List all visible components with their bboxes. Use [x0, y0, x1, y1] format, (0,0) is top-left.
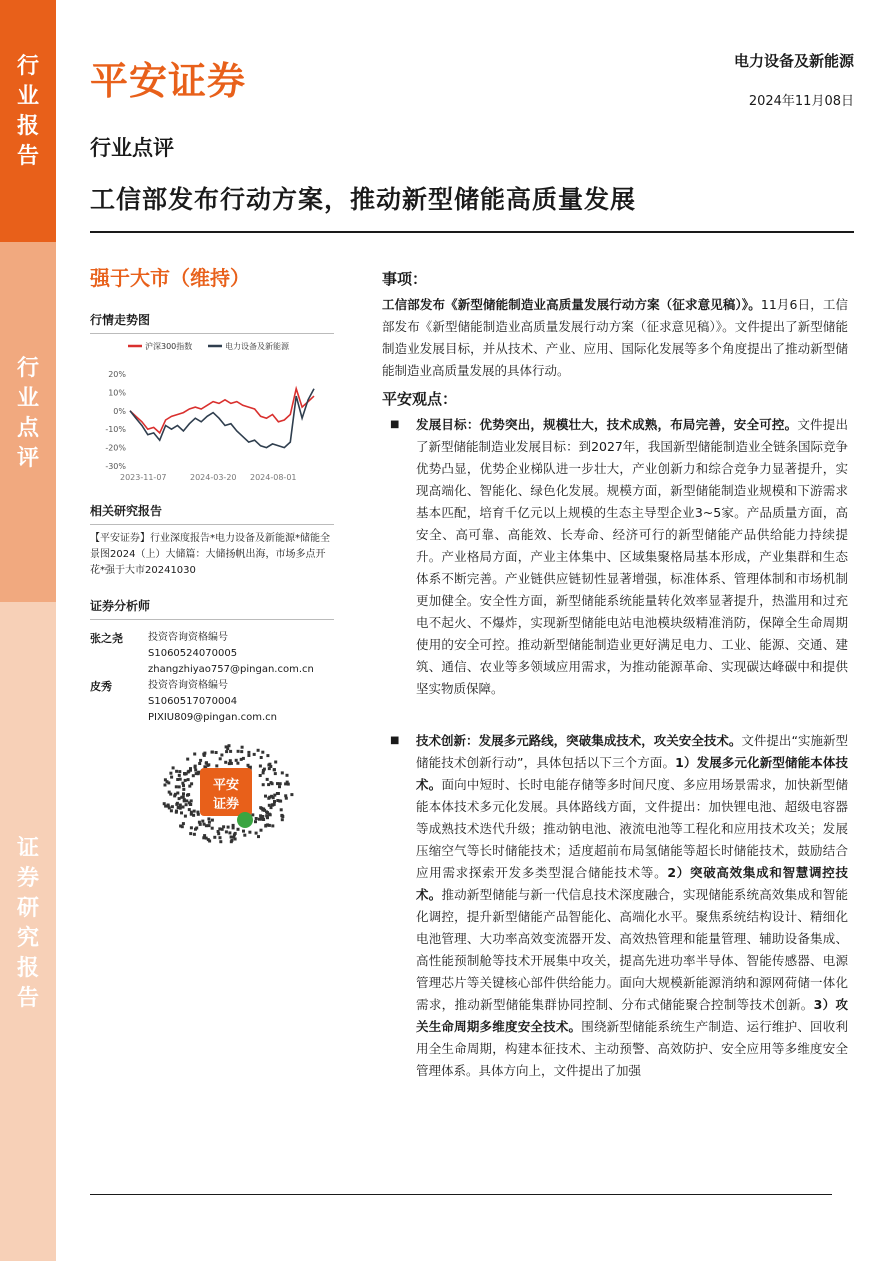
- qr-dot: [219, 836, 222, 839]
- qr-dot: [170, 809, 173, 812]
- report-type: 行业点评: [90, 136, 174, 160]
- qr-dot: [192, 814, 195, 817]
- qr-dot: [276, 792, 279, 795]
- qr-code[interactable]: [160, 738, 320, 848]
- qr-dot: [182, 784, 185, 787]
- qr-dot: [203, 823, 206, 826]
- qr-dot: [266, 754, 269, 757]
- right-column: [382, 268, 848, 1082]
- qr-dot: [182, 822, 185, 825]
- qr-dot: [197, 813, 200, 816]
- sidebar-industry-review: [0, 242, 56, 602]
- qr-dot: [271, 824, 274, 827]
- qr-dot: [230, 836, 233, 839]
- sidebar-label-3: 证券研究报告: [16, 836, 39, 1011]
- qr-dot: [284, 782, 287, 785]
- qr-dot: [182, 806, 185, 809]
- related-report[interactable]: 【平安证券】行业深度报告*电力设备及新能源*储能全景图2024（上）大储篇：大储扬帆出海，市场多点开花*强于大市20241030: [90, 533, 330, 576]
- qr-dot: [183, 772, 186, 775]
- qr-dot: [241, 746, 244, 749]
- qr-dot: [280, 808, 283, 811]
- trend-chart: [90, 336, 334, 492]
- event-text: 11月6日，工信部发布《新型储能制造业高质量发展行动方案（征求意见稿）》。文件提出了新型储能制造业发展目标，并从技术、产业、应用、国际化发展等多个角度提出了推动新型储能制造业高质量发展的具体行动。: [382, 297, 848, 378]
- qr-dot: [184, 815, 187, 818]
- y-tick-label: 20%: [108, 370, 126, 379]
- qr-dot: [278, 785, 281, 788]
- qr-dot: [240, 758, 243, 761]
- qr-dot: [255, 832, 258, 835]
- analyst-2: [90, 678, 334, 726]
- qr-dot: [207, 817, 210, 820]
- qr-dot: [267, 764, 270, 767]
- sidebar: [0, 0, 56, 1261]
- qr-dot: [178, 785, 181, 788]
- svg-text:平安: 平安: [212, 778, 240, 793]
- qr-dot: [163, 802, 166, 805]
- qr-dot: [177, 806, 180, 809]
- qr-dot: [201, 820, 204, 823]
- qr-dot: [175, 770, 178, 773]
- event-heading: 事项：: [382, 270, 428, 288]
- qr-dot: [168, 806, 171, 809]
- trend-heading: 行情走势图: [90, 311, 334, 334]
- analyst-name: 皮秀: [90, 680, 112, 693]
- qr-dot: [229, 750, 232, 753]
- header-divider: [90, 231, 854, 233]
- qr-dot: [285, 797, 288, 800]
- series-line: [130, 389, 314, 433]
- qr-dot: [190, 826, 193, 829]
- qr-dot: [243, 834, 246, 837]
- qr-dot: [227, 826, 230, 829]
- qr-dot: [211, 819, 214, 822]
- sidebar-label-2: 行业点评: [16, 356, 39, 471]
- qr-dot: [199, 823, 202, 826]
- analyst-email[interactable]: zhangzhiyao757@pingan.com.cn: [148, 664, 314, 675]
- qr-dot: [259, 765, 262, 768]
- event-paragraph: [382, 294, 848, 382]
- qr-dot: [184, 779, 187, 782]
- tech-text-4: 围绕新型储能系统生产制造、运行维护、回收利用全生命周期，构建本征技术、主动预警、高效防护、安全应用等多维度安全管理体系。具体方向上，文件提出了加强: [416, 1019, 848, 1078]
- qr-dot: [180, 811, 183, 814]
- qr-dot: [268, 804, 271, 807]
- qr-dot: [170, 776, 173, 779]
- qr-dot: [262, 783, 265, 786]
- qr-dot: [172, 766, 175, 769]
- qr-dot: [208, 840, 211, 843]
- x-tick-label: 2023-11-07: [120, 473, 167, 482]
- qr-dot: [255, 817, 258, 820]
- x-tick-label: 2024-03-20: [190, 473, 237, 482]
- qr-dot: [264, 795, 267, 798]
- bullet-goal: [382, 414, 848, 700]
- qr-dot: [195, 772, 198, 775]
- qr-dot: [266, 778, 269, 781]
- qr-dot: [225, 830, 228, 833]
- qr-dot: [232, 824, 235, 827]
- qr-dot: [199, 759, 202, 762]
- qr-dot: [193, 753, 196, 756]
- qr-dot: [185, 799, 188, 802]
- qr-dot: [259, 774, 262, 777]
- bullet-tech: [382, 730, 848, 1082]
- qr-dot: [262, 769, 265, 772]
- qr-dot: [167, 804, 170, 807]
- analyst-cert-label: 投资咨询资格编号: [148, 680, 228, 691]
- goal-bold: 发展目标：优势突出，规模壮大，技术成熟，布局完善，安全可控。: [416, 417, 798, 432]
- qr-dot: [235, 759, 238, 762]
- x-tick-label: 2024-08-01: [250, 473, 297, 482]
- qr-dot: [187, 778, 190, 781]
- bullet-icon: ■: [390, 419, 400, 430]
- qr-dot: [274, 772, 277, 775]
- y-tick-label: -20%: [105, 443, 126, 453]
- qr-dot: [178, 774, 181, 777]
- analyst-cert-number: S1060524070005: [148, 648, 238, 659]
- qr-dot: [281, 814, 284, 817]
- y-tick-label: -30%: [105, 462, 126, 471]
- qr-dot: [171, 805, 174, 808]
- qr-dot: [194, 828, 197, 831]
- y-tick-label: 10%: [108, 388, 126, 398]
- qr-dot: [208, 821, 211, 824]
- qr-dot: [208, 824, 211, 827]
- rating: 强于大市（维持）: [90, 266, 250, 290]
- qr-dot: [198, 762, 201, 765]
- qr-dot: [186, 758, 189, 761]
- qr-dot: [273, 768, 276, 771]
- tech-sub-1: 1）发展多元化新型储能本体技术。: [416, 755, 848, 792]
- qr-dot: [181, 825, 184, 828]
- analyst-list: [90, 630, 334, 726]
- analyst-1: [90, 630, 334, 678]
- qr-dot: [189, 803, 192, 806]
- analyst-cert-number: S1060517070004: [148, 696, 238, 707]
- qr-dot: [190, 799, 193, 802]
- qr-dot: [176, 802, 179, 805]
- sidebar-industry-report: [0, 0, 56, 242]
- tech-sub-2: 2）突破高效集成和智慧调控技术。: [416, 865, 848, 902]
- qr-code-icon: [160, 738, 320, 848]
- qr-dot: [178, 770, 181, 773]
- qr-dot: [268, 796, 271, 799]
- qr-dot: [224, 761, 227, 764]
- legend-label: 电力设备及新能源: [225, 342, 289, 351]
- qr-dot: [219, 840, 222, 843]
- qr-dot: [178, 797, 181, 800]
- qr-dot: [213, 836, 216, 839]
- qr-dot: [237, 828, 240, 831]
- qr-dot: [217, 832, 220, 835]
- qr-dot: [219, 757, 222, 760]
- qr-dot: [234, 832, 237, 835]
- qr-dot: [265, 824, 268, 827]
- qr-dot: [230, 840, 233, 843]
- qr-dot: [182, 792, 185, 795]
- qr-dot: [164, 784, 167, 787]
- qr-dot: [260, 829, 263, 832]
- qr-dot: [247, 754, 250, 757]
- event-bold: 工信部发布《新型储能制造业高质量发展行动方案（征求意见稿）》。: [382, 297, 761, 312]
- qr-dot: [188, 785, 191, 788]
- qr-dot: [281, 818, 284, 821]
- qr-dot: [269, 813, 272, 816]
- qr-dot: [253, 753, 256, 756]
- qr-dot: [274, 761, 277, 764]
- analyst-email[interactable]: PIXIU809@pingan.com.cn: [148, 712, 278, 723]
- sidebar-securities-research: [0, 602, 56, 1261]
- qr-dot: [286, 774, 289, 777]
- qr-dot: [183, 799, 186, 802]
- qr-dot: [203, 765, 206, 768]
- qr-dot: [169, 772, 172, 775]
- qr-dot: [189, 832, 192, 835]
- report-title: 工信部发布行动方案，推动新型储能高质量发展: [90, 185, 637, 214]
- footer-divider: [90, 1194, 832, 1195]
- qr-dot: [175, 811, 178, 814]
- qr-dot: [225, 745, 228, 748]
- y-tick-label: 0%: [113, 406, 126, 416]
- qr-dot: [257, 835, 260, 838]
- qr-dot: [273, 794, 276, 797]
- analyst-heading: 证券分析师: [90, 597, 334, 620]
- qr-dot: [273, 800, 276, 803]
- qr-dot: [211, 827, 214, 830]
- qr-dot: [258, 818, 261, 821]
- qr-dot: [192, 774, 195, 777]
- qr-dot: [194, 769, 197, 772]
- qr-dot: [176, 778, 179, 781]
- qr-dot: [185, 803, 188, 806]
- tech-text-1: 文件提出“实施新型储能技术创新行动”，具体包括以下三个方面。: [416, 733, 848, 770]
- sector-label: 电力设备及新能源: [733, 52, 854, 70]
- qr-dot: [278, 799, 281, 802]
- view-heading: 平安观点：: [382, 390, 458, 408]
- qr-dot: [228, 744, 231, 747]
- qr-dot: [175, 785, 178, 788]
- qr-dot: [257, 749, 260, 752]
- qr-dot: [189, 767, 192, 770]
- bullet-icon: ■: [390, 735, 400, 746]
- qr-dot: [215, 764, 218, 767]
- qr-dot: [262, 808, 265, 811]
- qr-dot: [229, 759, 232, 762]
- tech-text-2: 面向中短时、长时电能存储等多时间尺度、多应用场景需求，加快新型储能本体技术多元化发展。具体路线方面，文件提出：加快锂电池、超级电容器等成熟技术迭代升级；推动钠电池、液流电池等工程化和应用技术攻关；发展压缩空气等长时储能技术；适度超前布局氢储能等超长时储能技术，鼓励结合应用需求探索开发多类型混合储能技术等。: [416, 777, 848, 880]
- qr-dot: [261, 751, 264, 754]
- goal-text: 文件提出了新型储能制造业发展目标：到2027年，我国新型储能制造业全链条国际竞争优势凸显，优势企业梯队进一步壮大，产业创新力和综合竞争力显著提升，实现高端化、智能化、绿色化发展。规模方面，新型储能制造业规模和下游需求基本匹配，培育千亿元以上规模的生态主导型企业3~5家。产品质量方面，高安全、高可靠、高能效、长寿命、经济可行的新型储能产品供给能力持续提升。产业格局方面，产业主体集中、区域集聚格局基本形成，产业集群和生态体系不断完善。产业链供应链韧性显著增强，标准体系、管理体制和市场机制更加健全。安全性方面，新型储能系统能量转化效率显著提升，热滥用和过充电不起火、不爆炸，实现新型储能电站电池模块级精准消防，保障全生命周期使用的安全可控。推动新型储能制造业更好满足电力、工业、能源、交通、建筑、通信、农业等多领域应用需求，为推动能源革命、实现碳达峰碳中和提供坚实物质保障。: [416, 417, 848, 696]
- qr-dot: [188, 808, 191, 811]
- qr-dot: [174, 793, 177, 796]
- qr-dot: [247, 764, 250, 767]
- qr-dot: [202, 753, 205, 756]
- analyst-cert-label: 投资咨询资格编号: [148, 632, 228, 643]
- qr-dot: [237, 750, 240, 753]
- qr-dot: [247, 751, 250, 754]
- report-date: 2024年11月08日: [748, 94, 854, 109]
- qr-dot: [248, 831, 251, 834]
- qr-dot: [193, 810, 196, 813]
- qr-dot: [211, 751, 214, 754]
- trend-chart-svg: [90, 336, 334, 492]
- qr-dot: [168, 791, 171, 794]
- qr-dot: [193, 833, 196, 836]
- related-heading: 相关研究报告: [90, 502, 334, 525]
- y-tick-label: -10%: [105, 425, 126, 435]
- qr-dot: [182, 788, 185, 791]
- qr-dot: [236, 762, 239, 765]
- qr-dot: [254, 820, 257, 823]
- qr-dot: [218, 827, 221, 830]
- qr-dot: [194, 765, 197, 768]
- qr-dot: [276, 782, 279, 785]
- legend-label: 沪深300指数: [145, 342, 193, 351]
- tech-bold: 技术创新：发展多元路线，突破集成技术，攻关安全技术。: [416, 733, 742, 748]
- qr-dot: [279, 782, 282, 785]
- qr-dot: [228, 831, 231, 834]
- qr-dot: [220, 754, 223, 757]
- qr-dot: [205, 761, 208, 764]
- qr-dot: [202, 836, 205, 839]
- qr-dot: [242, 830, 245, 833]
- qr-dot: [225, 750, 228, 753]
- qr-dot: [164, 778, 167, 781]
- qr-dot: [271, 803, 274, 806]
- qr-dot: [270, 781, 273, 784]
- qr-dot: [230, 762, 233, 765]
- analyst-name: 张之尧: [90, 632, 123, 645]
- qr-dot: [290, 793, 293, 796]
- qr-dot: [215, 751, 218, 754]
- qr-dot: [287, 783, 290, 786]
- sidebar-label-1: 行业报告: [16, 54, 39, 169]
- qr-dot: [186, 794, 189, 797]
- qr-dot: [281, 771, 284, 774]
- qr-dot: [261, 815, 264, 818]
- left-column: [90, 262, 334, 848]
- qr-dot: [180, 796, 183, 799]
- qr-dot: [240, 750, 243, 753]
- tech-text-3: 推动新型储能与新一代信息技术深度融合，实现储能系统高效集成和智能化调控，提升新型储能产品智能化、高端化水平。聚焦系统结构设计、精细化电池管理、大功率高效变流器开发、高效热管理和能量管理、辅助设备集成、高性能预制舱等技术开展集中攻关，提高先进功率半导体、智能传感器、电源管理芯片等关键核心部件供给能力。面向大规模新能源消纳和源网荷储一体化需求，推动新型储能集群协同控制、分布式储能聚合控制等技术创新。: [416, 887, 848, 1012]
- svg-text:证券: 证券: [212, 797, 240, 812]
- pingan-logo: 平安证券: [90, 59, 247, 103]
- qr-dot: [260, 756, 263, 759]
- tech-sub-3: 3）攻关生命周期多维度安全技术。: [416, 997, 848, 1034]
